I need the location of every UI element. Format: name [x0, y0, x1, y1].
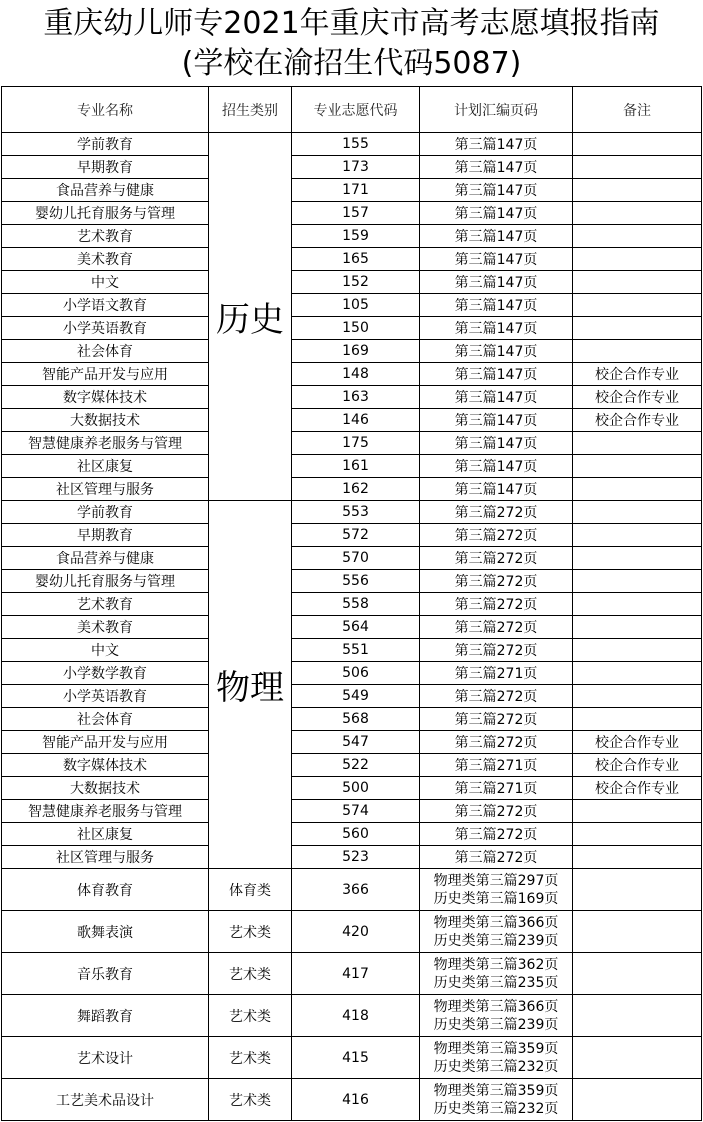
note-cell	[573, 800, 702, 823]
table-row	[2, 409, 702, 432]
major-cell: 婴幼儿托育服务与管理	[2, 570, 209, 593]
code-cell: 161	[292, 455, 420, 478]
note-cell	[573, 846, 702, 869]
note-cell: 校企合作专业	[573, 386, 702, 409]
table-row	[2, 524, 702, 547]
table-row	[2, 133, 702, 156]
code-cell: 169	[292, 340, 420, 363]
page-line-history: 历史类第三篇232页	[433, 1100, 559, 1117]
table-row	[2, 731, 702, 754]
table-row	[2, 995, 702, 1037]
page-cell: 第三篇272页	[420, 524, 573, 547]
page-cell: 第三篇147页	[420, 317, 573, 340]
page-cell: 第三篇272页	[420, 501, 573, 524]
code-cell: 159	[292, 225, 420, 248]
major-cell: 美术教育	[2, 616, 209, 639]
page-cell: 第三篇272页	[420, 731, 573, 754]
page-cell: 第三篇147页	[420, 294, 573, 317]
major-cell: 歌舞表演	[2, 911, 209, 953]
major-cell: 工艺美术品设计	[2, 1079, 209, 1121]
note-cell: 校企合作专业	[573, 777, 702, 800]
category-cell: 艺术类	[209, 911, 292, 953]
note-cell: 校企合作专业	[573, 754, 702, 777]
code-cell: 553	[292, 501, 420, 524]
note-cell	[573, 547, 702, 570]
page-cell: 第三篇271页	[420, 777, 573, 800]
table-row	[2, 639, 702, 662]
code-cell: 173	[292, 156, 420, 179]
note-cell	[573, 478, 702, 501]
code-cell: 163	[292, 386, 420, 409]
note-cell	[573, 271, 702, 294]
page-cell: 第三篇272页	[420, 823, 573, 846]
page-cell: 第三篇272页	[420, 846, 573, 869]
table-row	[2, 777, 702, 800]
category-cell: 体育类	[209, 869, 292, 911]
code-cell: 155	[292, 133, 420, 156]
page-cell: 第三篇271页	[420, 662, 573, 685]
major-cell: 食品营养与健康	[2, 179, 209, 202]
page-cell: 第三篇147页	[420, 271, 573, 294]
major-cell: 学前教育	[2, 133, 209, 156]
major-cell: 艺术教育	[2, 225, 209, 248]
code-cell: 522	[292, 754, 420, 777]
note-cell: 校企合作专业	[573, 409, 702, 432]
header-major: 专业名称	[2, 87, 209, 133]
note-cell	[573, 248, 702, 271]
page-cell: 第三篇147页	[420, 386, 573, 409]
page-title: 重庆幼儿师专2021年重庆市高考志愿填报指南	[43, 6, 660, 41]
table-row	[2, 823, 702, 846]
page-line-physics: 物理类第三篇366页	[433, 914, 559, 931]
category-cell: 历史	[209, 133, 292, 501]
note-cell	[573, 570, 702, 593]
note-cell	[573, 202, 702, 225]
major-cell: 智慧健康养老服务与管理	[2, 432, 209, 455]
code-cell: 572	[292, 524, 420, 547]
code-cell: 568	[292, 708, 420, 731]
note-cell	[573, 639, 702, 662]
code-cell: 165	[292, 248, 420, 271]
table-row	[2, 248, 702, 271]
note-cell	[573, 869, 702, 911]
note-cell	[573, 179, 702, 202]
page-line-physics: 物理类第三篇297页	[433, 872, 559, 889]
page-cell: 第三篇147页	[420, 248, 573, 271]
page-cell	[420, 869, 573, 911]
major-cell: 社会体育	[2, 340, 209, 363]
code-cell: 556	[292, 570, 420, 593]
table-row	[2, 1079, 702, 1121]
page-line-history: 历史类第三篇169页	[433, 890, 559, 907]
major-cell: 艺术教育	[2, 593, 209, 616]
note-cell	[573, 593, 702, 616]
code-cell: 574	[292, 800, 420, 823]
category-cell: 艺术类	[209, 995, 292, 1037]
page-cell: 第三篇272页	[420, 593, 573, 616]
major-cell: 数字媒体技术	[2, 386, 209, 409]
table-row	[2, 317, 702, 340]
major-cell: 智能产品开发与应用	[2, 731, 209, 754]
header-note: 备注	[573, 87, 702, 133]
table-row	[2, 800, 702, 823]
major-cell: 早期教育	[2, 524, 209, 547]
table-header-row	[2, 87, 702, 133]
page-cell: 第三篇272页	[420, 708, 573, 731]
major-cell: 小学语文教育	[2, 294, 209, 317]
major-cell: 智能产品开发与应用	[2, 363, 209, 386]
page-cell: 第三篇147页	[420, 179, 573, 202]
table-row	[2, 911, 702, 953]
note-cell	[573, 133, 702, 156]
table-row	[2, 1037, 702, 1079]
major-cell: 小学数学教育	[2, 662, 209, 685]
page-line-physics: 物理类第三篇359页	[433, 1082, 559, 1099]
note-cell	[573, 294, 702, 317]
major-cell: 社区康复	[2, 823, 209, 846]
table-row	[2, 754, 702, 777]
note-cell	[573, 156, 702, 179]
page-cell: 第三篇147页	[420, 133, 573, 156]
page-subtitle: (学校在渝招生代码5087)	[181, 46, 522, 81]
admissions-table	[1, 86, 702, 1121]
note-cell	[573, 708, 702, 731]
table-row	[2, 547, 702, 570]
code-cell: 146	[292, 409, 420, 432]
code-cell: 417	[292, 953, 420, 995]
page-cell	[420, 1037, 573, 1079]
major-cell: 舞蹈教育	[2, 995, 209, 1037]
code-cell: 150	[292, 317, 420, 340]
table-row	[2, 455, 702, 478]
major-cell: 中文	[2, 271, 209, 294]
header-category: 招生类别	[209, 87, 292, 133]
note-cell	[573, 524, 702, 547]
category-cell: 艺术类	[209, 953, 292, 995]
table-row	[2, 616, 702, 639]
note-cell	[573, 616, 702, 639]
note-cell	[573, 1037, 702, 1079]
page-cell: 第三篇272页	[420, 800, 573, 823]
note-cell: 校企合作专业	[573, 363, 702, 386]
code-cell: 105	[292, 294, 420, 317]
code-cell: 162	[292, 478, 420, 501]
note-cell	[573, 685, 702, 708]
note-cell: 校企合作专业	[573, 731, 702, 754]
major-cell: 社区管理与服务	[2, 478, 209, 501]
table-row	[2, 593, 702, 616]
major-cell: 小学英语教育	[2, 685, 209, 708]
code-cell: 570	[292, 547, 420, 570]
major-cell: 数字媒体技术	[2, 754, 209, 777]
category-cell: 艺术类	[209, 1037, 292, 1079]
code-cell: 523	[292, 846, 420, 869]
major-cell: 食品营养与健康	[2, 547, 209, 570]
table-row	[2, 386, 702, 409]
table-row	[2, 225, 702, 248]
page-cell: 第三篇147页	[420, 409, 573, 432]
note-cell	[573, 995, 702, 1037]
major-cell: 社区管理与服务	[2, 846, 209, 869]
note-cell	[573, 1079, 702, 1121]
note-cell	[573, 340, 702, 363]
table-row	[2, 156, 702, 179]
header-page: 计划汇编页码	[420, 87, 573, 133]
table-row	[2, 271, 702, 294]
table-row	[2, 846, 702, 869]
major-cell: 体育教育	[2, 869, 209, 911]
major-cell: 音乐教育	[2, 953, 209, 995]
table-row	[2, 363, 702, 386]
major-cell: 大数据技术	[2, 409, 209, 432]
table-row	[2, 294, 702, 317]
page-line-physics: 物理类第三篇362页	[433, 956, 559, 973]
table-row	[2, 202, 702, 225]
major-cell: 中文	[2, 639, 209, 662]
page-line-history: 历史类第三篇239页	[433, 1016, 559, 1033]
major-cell: 大数据技术	[2, 777, 209, 800]
code-cell: 415	[292, 1037, 420, 1079]
major-cell: 智慧健康养老服务与管理	[2, 800, 209, 823]
code-cell: 418	[292, 995, 420, 1037]
major-cell: 早期教育	[2, 156, 209, 179]
code-cell: 416	[292, 1079, 420, 1121]
major-cell: 美术教育	[2, 248, 209, 271]
category-cell: 物理	[209, 501, 292, 869]
page-cell: 第三篇272页	[420, 639, 573, 662]
header-code: 专业志愿代码	[292, 87, 420, 133]
table-body	[2, 133, 702, 1121]
code-cell: 171	[292, 179, 420, 202]
code-cell: 148	[292, 363, 420, 386]
code-cell: 564	[292, 616, 420, 639]
page-cell: 第三篇272页	[420, 616, 573, 639]
major-cell: 学前教育	[2, 501, 209, 524]
code-cell: 152	[292, 271, 420, 294]
page-cell: 第三篇147页	[420, 363, 573, 386]
major-cell: 小学英语教育	[2, 317, 209, 340]
page-cell	[420, 995, 573, 1037]
page-cell: 第三篇147页	[420, 340, 573, 363]
major-cell: 社会体育	[2, 708, 209, 731]
table-row	[2, 501, 702, 524]
table-row	[2, 662, 702, 685]
note-cell	[573, 432, 702, 455]
table-row	[2, 570, 702, 593]
table-row	[2, 685, 702, 708]
table-row	[2, 869, 702, 911]
page-cell	[420, 911, 573, 953]
code-cell: 175	[292, 432, 420, 455]
page-cell: 第三篇272页	[420, 547, 573, 570]
code-cell: 420	[292, 911, 420, 953]
page-cell	[420, 1079, 573, 1121]
code-cell: 551	[292, 639, 420, 662]
table-row	[2, 179, 702, 202]
page-line-history: 历史类第三篇232页	[433, 1058, 559, 1075]
note-cell	[573, 911, 702, 953]
page-cell: 第三篇271页	[420, 754, 573, 777]
code-cell: 500	[292, 777, 420, 800]
page-cell: 第三篇147页	[420, 156, 573, 179]
code-cell: 558	[292, 593, 420, 616]
category-cell: 艺术类	[209, 1079, 292, 1121]
page-cell: 第三篇147页	[420, 202, 573, 225]
note-cell	[573, 317, 702, 340]
code-cell: 549	[292, 685, 420, 708]
code-cell: 560	[292, 823, 420, 846]
note-cell	[573, 455, 702, 478]
table-row	[2, 432, 702, 455]
page-line-physics: 物理类第三篇366页	[433, 998, 559, 1015]
page-line-history: 历史类第三篇239页	[433, 932, 559, 949]
table-row	[2, 478, 702, 501]
note-cell	[573, 225, 702, 248]
page-line-history: 历史类第三篇235页	[433, 974, 559, 991]
code-cell: 547	[292, 731, 420, 754]
page-cell	[420, 953, 573, 995]
page-cell: 第三篇147页	[420, 432, 573, 455]
code-cell: 366	[292, 869, 420, 911]
note-cell	[573, 953, 702, 995]
page-cell: 第三篇272页	[420, 685, 573, 708]
code-cell: 157	[292, 202, 420, 225]
note-cell	[573, 823, 702, 846]
page-cell: 第三篇147页	[420, 225, 573, 248]
page-line-physics: 物理类第三篇359页	[433, 1040, 559, 1057]
table-row	[2, 953, 702, 995]
note-cell	[573, 501, 702, 524]
page-cell: 第三篇147页	[420, 478, 573, 501]
page-cell: 第三篇147页	[420, 455, 573, 478]
note-cell	[573, 662, 702, 685]
table-row	[2, 340, 702, 363]
page-cell: 第三篇272页	[420, 570, 573, 593]
table-row	[2, 708, 702, 731]
major-cell: 婴幼儿托育服务与管理	[2, 202, 209, 225]
major-cell: 艺术设计	[2, 1037, 209, 1079]
code-cell: 506	[292, 662, 420, 685]
major-cell: 社区康复	[2, 455, 209, 478]
